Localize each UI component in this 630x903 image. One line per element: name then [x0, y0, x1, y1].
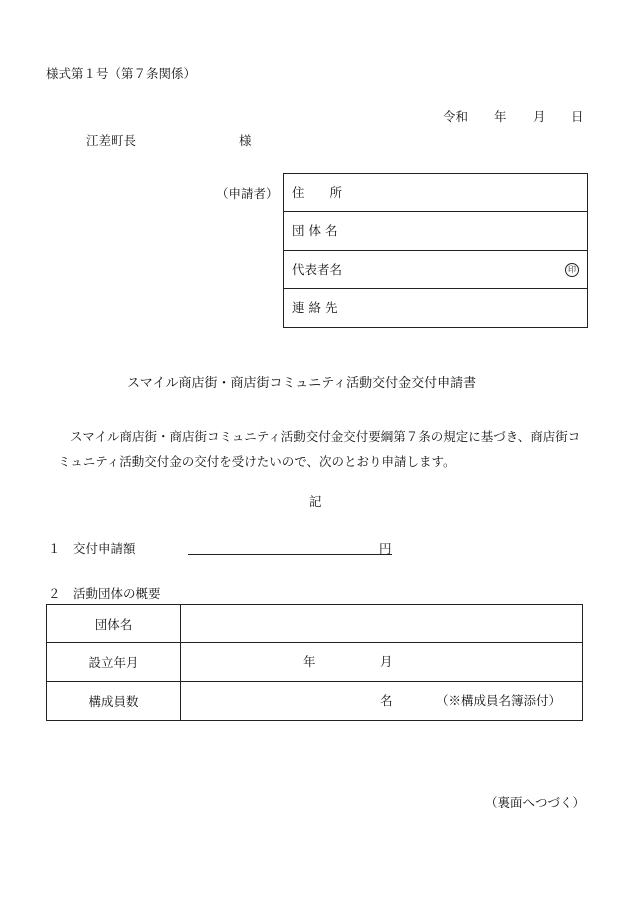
addressee-name: 江差町長 [86, 133, 137, 148]
overview-members-row[interactable] [47, 682, 582, 720]
applicant-org-label: 団 体 名 [292, 223, 338, 239]
date-day: 日 [571, 109, 584, 124]
overview-members-unit: 名 [380, 692, 393, 708]
overview-org-name-row[interactable] [47, 605, 582, 643]
applicant-contact-label: 連 絡 先 [292, 299, 338, 315]
document-title: スマイル商店街・商店街コミュニティ活動交付金交付申請書 [127, 376, 477, 391]
date-era: 令和 [443, 109, 469, 124]
applicant-table [283, 173, 588, 328]
footer-note: （裏面へつづく） [485, 795, 586, 810]
applicant-label: （申請者） [216, 186, 279, 201]
overview-established-year: 年 [303, 654, 316, 670]
overview-members-header: 構成員数 [47, 682, 181, 720]
addressee-honorific: 様 [239, 133, 252, 148]
applicant-address-label: 住 所 [292, 185, 343, 200]
ki-mark: 記 [309, 494, 322, 509]
item1-unit: 円 [379, 541, 392, 556]
applicant-rep-label: 代表者名 [292, 261, 343, 277]
overview-table [46, 604, 583, 721]
date-year: 年 [494, 109, 507, 124]
overview-established-row[interactable] [47, 643, 582, 681]
date-month: 月 [533, 109, 546, 124]
item1-number: １ [48, 541, 61, 556]
applicant-contact-row[interactable] [284, 289, 587, 327]
item1-label: 交付申請額 [73, 541, 136, 556]
applicant-rep-row[interactable] [284, 251, 587, 289]
applicant-address-row[interactable] [284, 174, 587, 212]
seal-icon: 印 [565, 263, 579, 277]
overview-established-month: 月 [380, 654, 393, 670]
overview-org-name-header: 団体名 [47, 605, 181, 642]
item2-label: 活動団体の概要 [73, 586, 161, 601]
body-paragraph: スマイル商店街・商店街コミュニティ活動交付金交付要綱第７条の規定に基づき、商店街コミュニティ活動交付金の交付を受けたいので、次のとおり申請します。 [58, 429, 581, 469]
overview-members-note: （※構成員名簿添付） [436, 692, 562, 708]
item2-number: ２ [48, 586, 61, 601]
applicant-org-row[interactable] [284, 212, 587, 250]
overview-established-header: 設立年月 [47, 643, 181, 680]
amount-input-line[interactable] [188, 554, 392, 555]
form-number: 様式第１号（第７条関係） [46, 66, 197, 81]
body-text [58, 424, 584, 474]
